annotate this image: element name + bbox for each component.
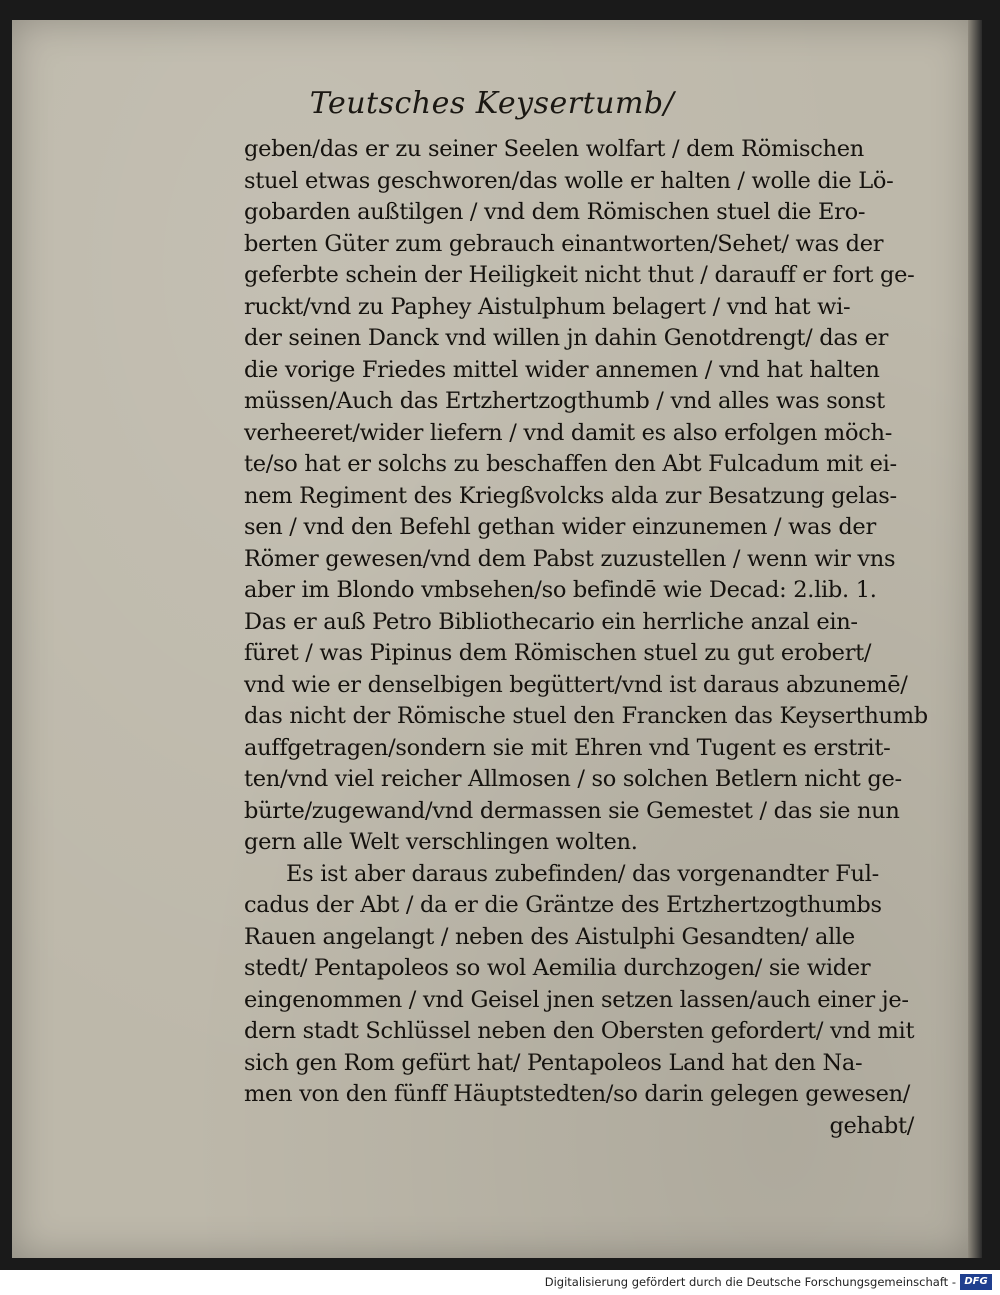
text-line: ruckt/vnd zu Paphey Aistulphum belagert / vnd hat wi- xyxy=(244,293,851,320)
text-line: sen / vnd den Befehl gethan wider einzunemen / was der xyxy=(244,514,876,540)
text-line: nem Regiment des Kriegßvolcks alda zur Besatzung gelas- xyxy=(244,482,897,509)
text-block xyxy=(244,134,944,1142)
text-line: geben/das er zu seiner Seelen wolfart / dem Römischen xyxy=(244,136,864,162)
text-line: der seinen Danck vnd willen jn dahin Genotdrengt/ das er xyxy=(244,325,889,351)
text-line: bürte/zugewand/vnd dermassen sie Gemestet / das sie nun xyxy=(244,797,900,824)
text-line: men von den fünff Häuptstedten/so darin gelegen gewesen/ xyxy=(244,1081,911,1107)
text-line: dern stadt Schlüssel neben den Obersten gefordert/ vnd mit xyxy=(244,1018,915,1044)
text-line: Rauen angelangt / neben des Aistulphi Gesandten/ alle xyxy=(244,923,855,950)
text-line: vnd wie er denselbigen begüttert/vnd ist daraus abzunemē/ xyxy=(244,671,908,698)
text-line: sich gen Rom gefürt hat/ Pentapoleos Land hat den Na- xyxy=(244,1049,863,1076)
text-line: Das er auß Petro Bibliothecario ein herrliche anzal ein- xyxy=(244,608,858,635)
text-line: te/so hat er solchs zu beschaffen den Abt Fulcadum mit ei- xyxy=(244,451,897,477)
text-line: das nicht der Römische stuel den Francken das Keyserthumb xyxy=(244,703,928,729)
dfg-logo[interactable]: DFG xyxy=(960,1274,992,1290)
text-line: geferbte schein der Heiligkeit nicht thut / darauff er fort ge- xyxy=(244,262,915,288)
text-line: aber im Blondo vmbsehen/so befindē wie Decad: 2.lib. 1. xyxy=(244,577,877,603)
text-line: gobarden außtilgen / vnd dem Römischen stuel die Ero- xyxy=(244,199,866,225)
text-line: stuel etwas geschworen/das wolle er halten / wolle die Lö- xyxy=(244,167,894,194)
digitization-footer xyxy=(0,1270,1000,1295)
text-line: verheeret/wider liefern / vnd damit es also erfolgen möch- xyxy=(244,419,893,446)
text-line: berten Güter zum gebrauch einantworten/Sehet/ was der xyxy=(244,230,884,257)
funding-credit: Digitalisierung gefördert durch die Deutsche Forschungsgemeinschaft - xyxy=(544,1275,956,1289)
text-line: cadus der Abt / da er die Gräntze des Ertzhertzogthumbs xyxy=(244,892,882,918)
text-line: füret / was Pipinus dem Römischen stuel zu gut erobert/ xyxy=(244,640,872,666)
text-line: Römer gewesen/vnd dem Pabst zuzustellen / wenn wir vns xyxy=(244,545,896,572)
text-line: die vorige Friedes mittel wider annemen / vnd hat halten xyxy=(244,356,880,383)
text-line: müssen/Auch das Ertzhertzogthumb / vnd alles was sonst xyxy=(244,388,885,414)
paragraph-start-line: Es ist aber daraus zubefinden/ das vorgenandter Ful- xyxy=(286,860,879,887)
book-page xyxy=(12,20,972,1258)
text-line: auffgetragen/sondern sie mit Ehren vnd Tugent es erstrit- xyxy=(244,734,891,761)
running-head: Teutsches Keysertumb/ xyxy=(309,86,675,121)
text-line: ten/vnd viel reicher Allmosen / so solchen Betlern nicht ge- xyxy=(244,766,902,792)
catchword: gehabt/ xyxy=(829,1112,914,1139)
text-line: gern alle Welt verschlingen wolten. xyxy=(244,829,638,855)
text-line: eingenommen / vnd Geisel jnen setzen lassen/auch einer je- xyxy=(244,986,909,1013)
text-line: stedt/ Pentapoleos so wol Aemilia durchzogen/ sie wider xyxy=(244,955,871,981)
